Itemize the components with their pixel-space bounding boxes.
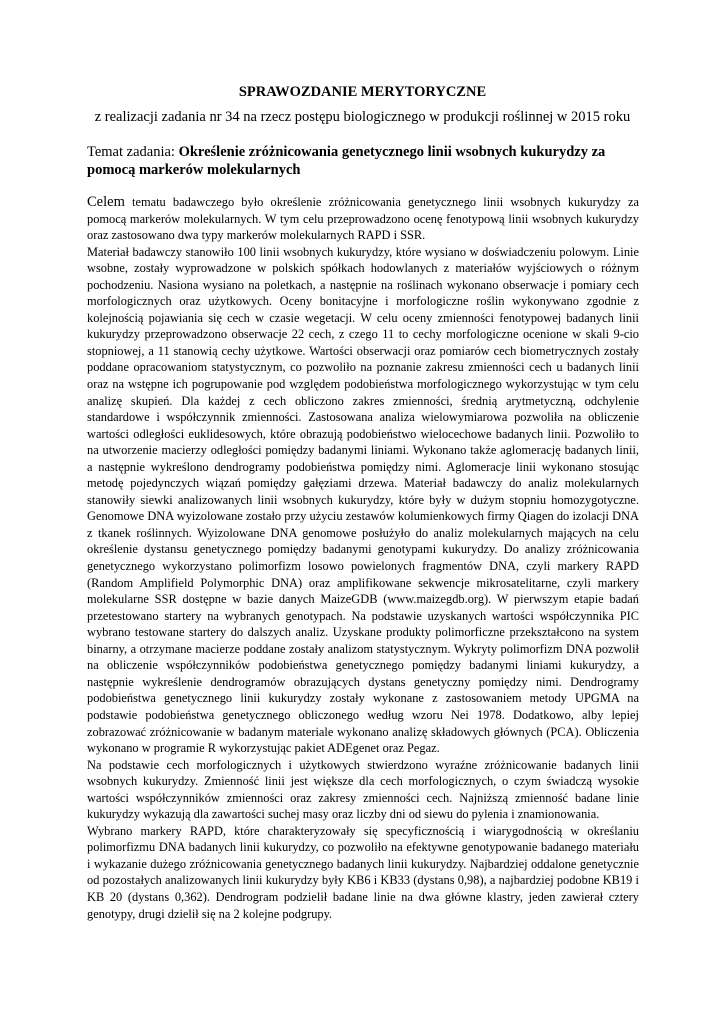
report-subtitle: z realizacji zadania nr 34 na rzecz postępu biologicznego w produkcji roślinnej w 2015 roku [94, 109, 631, 125]
intro-text: tematu badawczego było określenie zróżnicowania genetycznego linii wsobnych kukurydzy za pomocą markerów molekularnych. W tym celu przeprowadzono ocenę fenotypową linii wsobnych kukurydzy oraz zastosowano dwa typy markerów molekularnych RAPD i SSR. [87, 195, 639, 243]
topic-heading [87, 143, 639, 179]
topic-title: Określenie zróżnicowania genetycznego linii wsobnych kukurydzy za pomocą markerów molekularnych [87, 144, 606, 178]
methods-paragraph: Materiał badawczy stanowiło 100 linii wsobnych kukurydzy, które wysiano w doświadczeniu polowym. Linie wsobne, zostały wyprowadzone w polskich spółkach hodowlanych z materiałów wyjściowych o różnym pochodzeniu. Nasiona wysiano na poletkach, a następnie na roślinach wykonano obserwacje i pomiary cech morfologicznych oraz użytkowych. Oceny bonitacyjne i morfologiczne roślin wykonywano zgodnie z kolejnością pojawiania się cech w czasie wegetacji. W celu oceny zmienności fenotypowej badanych linii kukurydzy przeprowadzono obserwacje 22 cech, z czego 11 to cechy morfologiczne ocenione w skali 9-cio stopniowej, a 11 stanowią cechy użytkowe. Wartości obserwacji oraz pomiarów cech biometrycznych zostały poddane opracowaniom statystycznym, co pozwoliło na poznanie zakresu zmienności cech u badanych linii oraz na wstępne ich pogrupowanie pod względem podobieństwa morfologicznego wykorzystując w tym celu analizę skupień. Dla każdej z cech obliczono zakres zmienności, średnią arytmetyczną, odchylenie standardowe i współczynnik zmienności. Zastosowana analiza wielowymiarowa pozwoliła na obliczenie wartości odległości euklidesowych, które obrazują podobieństwo wielocechowe badanych linii. Pozwoliło to na utworzenie macierzy odległości pomiędzy badanymi liniami. Wykonano także aglomerację badanych linii, a następnie wykreślono dendrogramy podobieństwa pomiędzy nimi. Aglomeracje linii wykonano stosując metodę pojedynczych wiązań pomiędzy gałęziami drzewa. Materiał badawczy do analiz molekularnych stanowiły siewki analizowanych linii wsobnych kukurydzy, które były w dużym stopniu homozygotyczne. Genomowe DNA wyizolowane zostało przy użyciu zestawów kolumienkowych firmy Qiagen do izolacji DNA z tkanek roślinnych. Wyizolowane DNA genomowe posłużyło do analiz molekularnych mających na celu określenie dystansu genetycznego pomiędzy badanymi genotypami kukurydzy. Do analizy zróżnicowania genetycznego wykorzystano polimorfizm losowo powielonych fragmentów DNA, czyli markery RAPD (Random Amplifield Polymorphic DNA) oraz amplifikowane sekwencje mikrosatelitarne, czyli markery molekularne SSR dostępne w bazie danych MaizeGDB (www.maizegdb.org). W pierwszym etapie badań przetestowano startery na wybranych genotypach. Na podstawie uzyskanych wartości współczynnika PIC wybrano testowane startery do dalszych analiz. Uzyskane produkty polimorficzne przekształcono na system binarny, a otrzymane macierze poddane zostały analizom statystycznym. Wykryty polimorfizm DNA pozwolił na obliczenie współczynników podobieństwa genetycznego pomiędzy badanymi liniami kukurydzy, a następnie wykreślenie dendrogramów obrazujących dystans genetyczny pomiędzy nimi. Dendrogramy podobieństwa genetycznego linii kukurydzy zostały wykonane z zastosowaniem metody UPGMA na podstawie podobieństwa genetycznego obliczonego według wzoru Nei 1978. Dodatkowo, alby lepiej zobrazować zróżnicowanie w badanym materiale wykonano analizę składowych głównych (PCA). Obliczenia wykonano w programie R wykorzystując pakiet ADEgenet oraz Pegaz. [87, 244, 639, 756]
intro-lead-word: Celem [87, 194, 125, 210]
intro-paragraph [87, 194, 639, 244]
results-rapd-paragraph: Wybrano markery RAPD, które charakteryzowały się specyficznością i wiarygodnością w określaniu polimorfizmu DNA badanych linii kukurydzy, co pozwoliło na efektywne genotypowanie badanego materiału i wykazanie dużego zróżnicowania genetycznego badanych linii kukurydzy. Najbardziej oddalone genetycznie od pozostałych analizowanych linii kukurydzy były KB6 i KB33 (dystans 0,98), a najbardziej podobne KB19 i KB 20 (dystans 0,362). Dendrogram podzielił badane linie na dwa główne klastry, jeden zawierał cztery genotypy, drugi dzielił się na 2 kolejne podgrupy. [87, 823, 639, 921]
report-body [87, 194, 639, 922]
topic-label: Temat zadania: [87, 144, 175, 160]
report-title: SPRAWOZDANIE MERYTORYCZNE [238, 84, 487, 100]
results-phenotype-paragraph: Na podstawie cech morfologicznych i użytkowych stwierdzono wyraźne zróżnicowanie badanych linii wsobnych kukurydzy. Zmienność linii jest większe dla cech morfologicznych, o czym świadczą wysokie wartości współczynników zmienności oraz zakresy zmienności cech. Najniższą zmienność badane linie kukurydzy wykazują dla zawartości suchej masy oraz liczby dni od siewu do pylenia i znamionowania. [87, 757, 639, 822]
